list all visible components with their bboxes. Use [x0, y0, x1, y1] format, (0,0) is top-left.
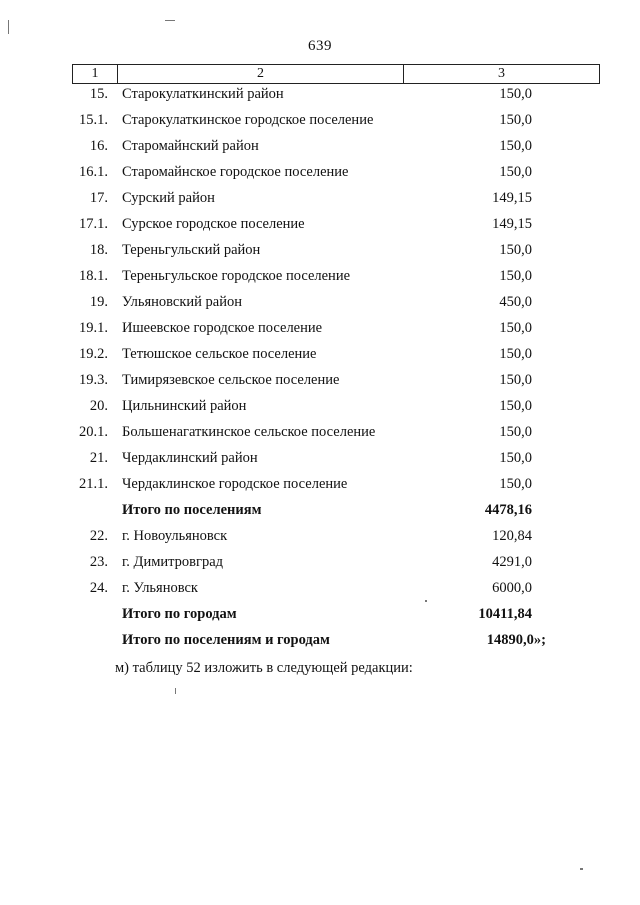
row-number: 17.1. [79, 216, 108, 232]
row-value: 4291,0 [492, 554, 532, 570]
row-name: Старокулаткинское городское поселение [122, 112, 374, 128]
row-value: 150,0 [499, 164, 532, 180]
row-value: 450,0 [499, 294, 532, 310]
page-number: 639 [308, 38, 332, 54]
table-total-row [0, 630, 640, 656]
row-name: Тереньгульский район [122, 242, 261, 258]
row-value: 150,0 [499, 346, 532, 362]
table-row [0, 344, 640, 370]
table-row [0, 136, 640, 162]
row-value: 14890,0»; [486, 632, 546, 648]
row-name: Итого по поселениям и городам [122, 632, 330, 648]
row-value: 149,15 [492, 190, 532, 206]
row-number: 22. [89, 528, 108, 544]
row-name: Цильнинский район [122, 398, 247, 414]
row-name: Тетюшское сельское поселение [122, 346, 317, 362]
row-number: 23. [89, 554, 108, 570]
table-row [0, 318, 640, 344]
row-number: 19.1. [79, 320, 108, 336]
row-number: 17. [89, 190, 108, 206]
column-header-2: 2 [118, 65, 404, 83]
column-header-1: 1 [73, 65, 118, 83]
table-total-row [0, 604, 640, 630]
row-value: 150,0 [499, 242, 532, 258]
row-value: 120,84 [492, 528, 532, 544]
row-number: 20.1. [79, 424, 108, 440]
table-row [0, 84, 640, 110]
table-row [0, 110, 640, 136]
row-name: Старокулаткинский район [122, 86, 284, 102]
row-number: 15.1. [79, 112, 108, 128]
row-number: 21.1. [79, 476, 108, 492]
table-row [0, 370, 640, 396]
row-value: 150,0 [499, 476, 532, 492]
scan-speck [175, 688, 176, 694]
table-total-row [0, 500, 640, 526]
row-number: 16.1. [79, 164, 108, 180]
row-name: Старомайнское городское поселение [122, 164, 349, 180]
table-body [0, 84, 640, 656]
row-value: 149,15 [492, 216, 532, 232]
table-row [0, 292, 640, 318]
row-value: 6000,0 [492, 580, 532, 596]
row-name: г. Новоульяновск [122, 528, 228, 544]
table-row [0, 474, 640, 500]
row-number: 15. [89, 86, 108, 102]
scan-speck [580, 868, 583, 870]
row-value: 150,0 [499, 112, 532, 128]
row-name: Старомайнский район [122, 138, 259, 154]
row-name: Сурский район [122, 190, 215, 206]
table-row [0, 240, 640, 266]
row-name: Ульяновский район [122, 294, 243, 310]
row-number: 16. [89, 138, 108, 154]
table-header [72, 64, 600, 84]
row-value: 150,0 [499, 268, 532, 284]
row-name: Итого по поселениям [122, 502, 262, 518]
row-value: 10411,84 [478, 606, 532, 622]
row-value: 150,0 [499, 424, 532, 440]
row-value: 4478,16 [484, 502, 532, 518]
footer-instruction: м) таблицу 52 изложить в следующей редакции: [115, 660, 413, 676]
table-row [0, 396, 640, 422]
row-value: 150,0 [499, 372, 532, 388]
row-number: 19. [89, 294, 108, 310]
table-row [0, 448, 640, 474]
table-row [0, 578, 640, 604]
row-number: 19.3. [79, 372, 108, 388]
scan-speck [165, 20, 175, 21]
row-name: Большенагаткинское сельское поселение [122, 424, 376, 440]
scan-speck [425, 600, 427, 602]
row-value: 150,0 [499, 450, 532, 466]
row-number: 20. [89, 398, 108, 414]
row-number: 18.1. [79, 268, 108, 284]
row-name: Чердаклинское городское поселение [122, 476, 348, 492]
row-number: 21. [89, 450, 108, 466]
table-row [0, 214, 640, 240]
row-name: Итого по городам [122, 606, 237, 622]
row-name: г. Ульяновск [122, 580, 198, 596]
row-value: 150,0 [499, 86, 532, 102]
row-value: 150,0 [499, 320, 532, 336]
table-row [0, 188, 640, 214]
row-number: 19.2. [79, 346, 108, 362]
row-name: Чердаклинский район [122, 450, 258, 466]
row-value: 150,0 [499, 398, 532, 414]
row-value: 150,0 [499, 138, 532, 154]
table-row [0, 422, 640, 448]
table-row [0, 552, 640, 578]
column-header-3: 3 [498, 66, 505, 81]
row-name: Тереньгульское городское поселение [122, 268, 351, 284]
row-number: 18. [89, 242, 108, 258]
table-row [0, 266, 640, 292]
row-name: Тимирязевское сельское поселение [122, 372, 340, 388]
row-name: Сурское городское поселение [122, 216, 305, 232]
row-number: 24. [89, 580, 108, 596]
table-row [0, 162, 640, 188]
table-row [0, 526, 640, 552]
row-name: Ишеевское городское поселение [122, 320, 323, 336]
row-name: г. Димитровград [122, 554, 224, 570]
scan-speck [8, 20, 9, 34]
